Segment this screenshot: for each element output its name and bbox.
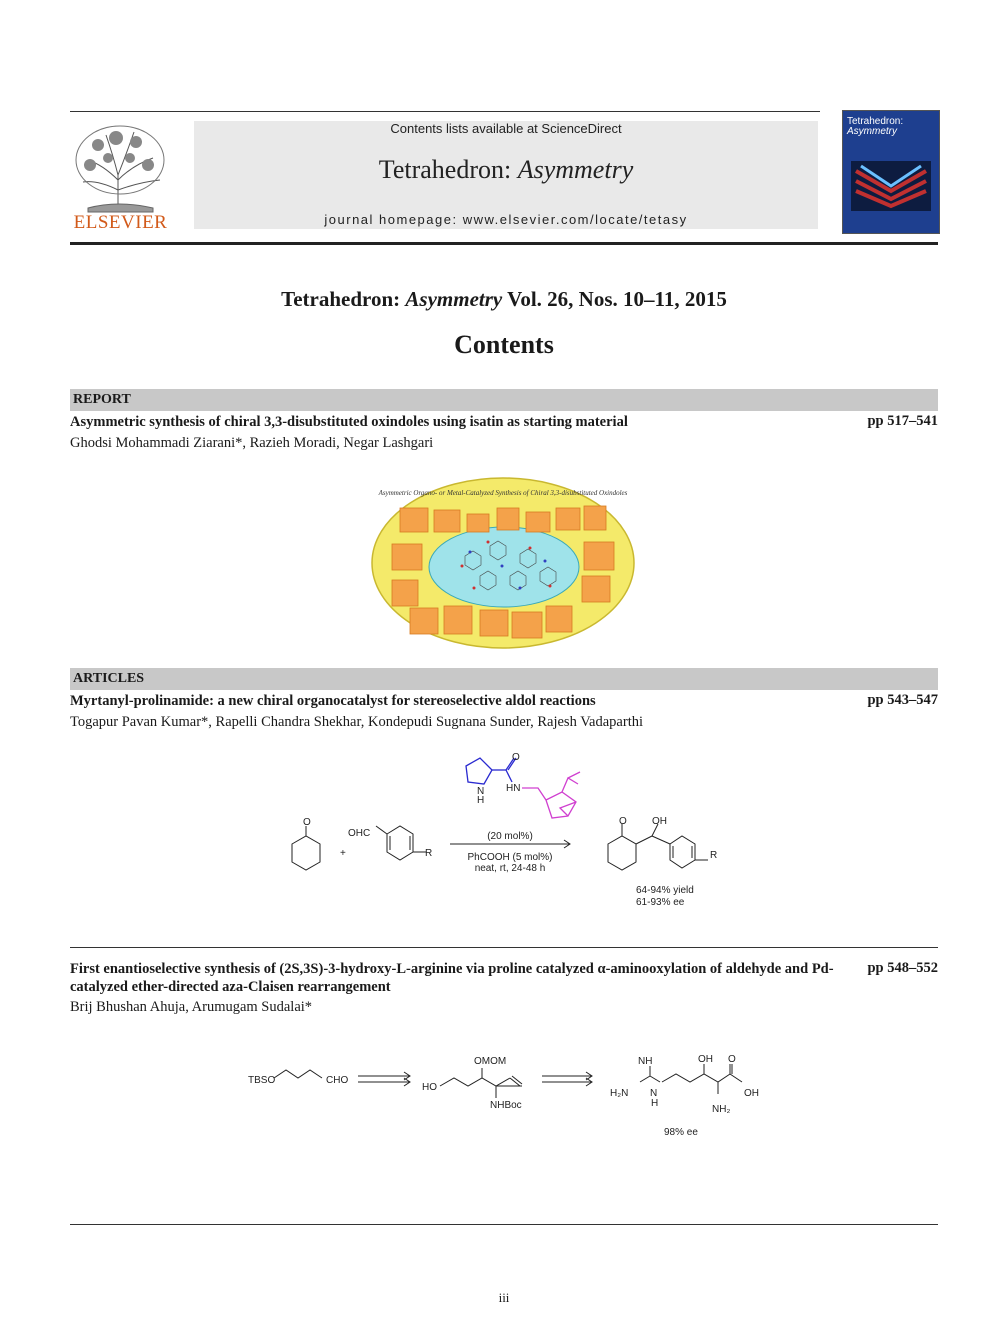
scheme-3-acid-o: O (728, 1054, 736, 1065)
section-bar-articles (70, 668, 938, 690)
section-bar-report (70, 389, 938, 411)
page-number: iii (498, 1290, 510, 1305)
article-2-authors: Togapur Pavan Kumar*, Rapelli Chandra Shekhar, Kondepudi Sugnana Sunder, Rajesh Vadaparthi (70, 714, 643, 730)
scheme-3-omom: OMOM (474, 1056, 507, 1067)
article-1-authors: Ghodsi Mohammadi Ziarani*, Razieh Moradi, Negar Lashgari (70, 435, 434, 451)
article-2-pages: pp 543–547 (867, 692, 938, 708)
article-3-pages: pp 548–552 (867, 960, 938, 976)
journal-title-main: Tetrahedron: (378, 155, 518, 184)
article-3-reaction-scheme (240, 1050, 780, 1150)
header-top-rule (70, 111, 820, 112)
contents-heading: Contents (454, 330, 554, 359)
scheme-3-oh-top: OH (698, 1054, 713, 1065)
scheme-2-ketone-o: O (303, 817, 311, 828)
issue-suffix: Vol. 26, Nos. 10–11, 2015 (502, 287, 727, 311)
scheme-3-tbso: TBSO (248, 1075, 276, 1086)
scheme-3-n: N (650, 1088, 658, 1099)
scheme-3-acid-oh: OH (744, 1088, 759, 1099)
cover-title: Tetrahedron: (847, 116, 904, 127)
scheme-2-additive: PhCOOH (5 mol%) (467, 852, 553, 863)
article-1-title[interactable]: Asymmetric synthesis of chiral 3,3-disubstituted oxindoles using isatin as starting material (70, 414, 628, 430)
scheme-2-product-o: O (619, 816, 627, 827)
graphic-title: Asymmetric Organo- or Metal-Catalyzed Synthesis of Chiral 3,3-disubstituted Oxindoles (378, 489, 628, 497)
cover-graphic (851, 161, 931, 211)
issue-prefix: Tetrahedron: (281, 287, 406, 311)
scheme-3-h2n: H₂N (610, 1088, 629, 1099)
journal-homepage-link[interactable]: journal homepage: www.elsevier.com/locate/tetasy (324, 212, 688, 227)
scheme-2-product-oh: OH (652, 816, 667, 827)
scheme-3-h: H (651, 1098, 659, 1109)
scheme-2-conditions: neat, rt, 24-48 h (474, 863, 546, 874)
header-bottom-rule (70, 242, 938, 245)
journal-cover-thumbnail (842, 110, 940, 234)
section-label-report: REPORT (73, 392, 131, 407)
scheme-3-nhboc: NHBoc (490, 1100, 522, 1111)
elsevier-wordmark: ELSEVIER (73, 212, 168, 233)
scheme-3-nh2: NH₂ (712, 1104, 731, 1115)
scheme-2-plus: + (340, 848, 346, 859)
journal-title (194, 155, 818, 185)
cover-subtitle: Asymmetry (847, 126, 897, 137)
article-separator-2 (70, 1224, 938, 1225)
article-2-reaction-scheme (280, 748, 740, 918)
article-2-title[interactable]: Myrtanyl-prolinamide: a new chiral organocatalyst for stereoselective aldol reactions (70, 693, 596, 709)
issue-heading (70, 287, 938, 312)
scheme-3-nh: NH (638, 1056, 653, 1067)
scheme-2-amide-nh: HN (506, 783, 521, 794)
issue-italic: Asymmetry (405, 287, 503, 311)
scheme-2-product-r: R (710, 850, 718, 861)
scheme-2-catalyst-loading: (20 mol%) (487, 831, 533, 842)
article-1-pages: pp 517–541 (867, 413, 938, 429)
scheme-2-amide-o: O (512, 752, 520, 763)
contents-lists-text[interactable]: Contents lists available at ScienceDirect (390, 121, 622, 136)
scheme-3-cho: CHO (326, 1075, 349, 1086)
article-3-title[interactable]: First enantioselective synthesis of (2S,3S)-3-hydroxy-L-arginine via proline catalyzed α-aminooxylation of aldehyde and Pd-catalyzed ether-directed aza-Claisen rearrangement (70, 961, 834, 995)
scheme-2-ee: 61-93% ee (636, 897, 685, 908)
scheme-3-ee: 98% ee (664, 1127, 698, 1138)
journal-title-italic: Asymmetry (517, 155, 634, 184)
scheme-2-ring-n: N (477, 786, 485, 797)
scheme-2-r-group: R (425, 848, 433, 859)
scheme-2-aldehyde: OHC (348, 828, 371, 839)
section-label-articles: ARTICLES (73, 671, 145, 686)
article-1-graphical-abstract (370, 476, 636, 650)
scheme-3-ho: HO (422, 1082, 437, 1093)
article-separator-1 (70, 947, 938, 948)
scheme-2-ring-h: H (477, 795, 485, 806)
scheme-2-yield: 64-94% yield (636, 885, 694, 896)
article-3-authors: Brij Bhushan Ahuja, Arumugam Sudalai* (70, 999, 313, 1015)
